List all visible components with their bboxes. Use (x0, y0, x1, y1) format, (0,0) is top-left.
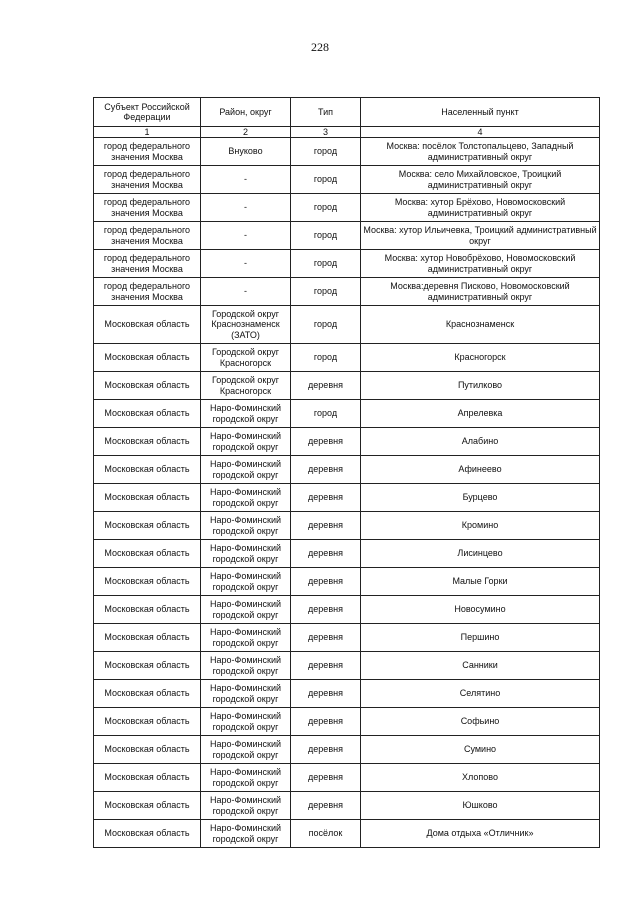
type-cell: деревня (291, 372, 361, 400)
district-cell: Наро-Фоминский городской округ (201, 792, 291, 820)
type-cell: город (291, 278, 361, 306)
table-row (94, 344, 600, 372)
header-cell: Тип (291, 98, 361, 127)
settlement-cell: Хлопово (361, 764, 600, 792)
type-cell: посёлок (291, 820, 361, 848)
settlement-cell: Дома отдыха «Отличник» (361, 820, 600, 848)
subject-cell: Московская область (94, 764, 201, 792)
settlement-cell: Селятино (361, 680, 600, 708)
settlement-cell: Лисинцево (361, 540, 600, 568)
subject-cell: Московская область (94, 484, 201, 512)
table-row (94, 680, 600, 708)
table-row (94, 624, 600, 652)
page-number: 228 (311, 40, 329, 54)
table-row (94, 568, 600, 596)
settlement-cell: Путилково (361, 372, 600, 400)
table-row (94, 138, 600, 166)
type-cell: город (291, 138, 361, 166)
district-cell: Наро-Фоминский городской округ (201, 652, 291, 680)
table-row (94, 540, 600, 568)
district-cell: Наро-Фоминский городской округ (201, 428, 291, 456)
settlement-cell: Першино (361, 624, 600, 652)
type-cell: деревня (291, 792, 361, 820)
district-cell: Наро-Фоминский городской округ (201, 736, 291, 764)
settlement-cell: Новосумино (361, 596, 600, 624)
column-number: 4 (361, 127, 600, 138)
table-row (94, 372, 600, 400)
table-body (94, 138, 600, 848)
district-cell: Наро-Фоминский городской округ (201, 708, 291, 736)
header-cell: Район, округ (201, 98, 291, 127)
type-cell: деревня (291, 540, 361, 568)
column-number: 3 (291, 127, 361, 138)
settlement-cell: Москва: хутор Ильичевка, Троицкий административный округ (361, 222, 600, 250)
table-row (94, 428, 600, 456)
district-cell: Наро-Фоминский городской округ (201, 540, 291, 568)
district-cell: Наро-Фоминский городской округ (201, 820, 291, 848)
subject-cell: Московская область (94, 512, 201, 540)
table-row (94, 764, 600, 792)
settlement-cell: Москва: посёлок Толстопальцево, Западный административный округ (361, 138, 600, 166)
type-cell: город (291, 222, 361, 250)
subject-cell: Московская область (94, 596, 201, 624)
subject-cell: Московская область (94, 400, 201, 428)
table-row (94, 512, 600, 540)
district-cell: Городской округ Красногорск (201, 344, 291, 372)
subject-cell: Московская область (94, 568, 201, 596)
subject-cell: Московская область (94, 708, 201, 736)
district-cell: Наро-Фоминский городской округ (201, 512, 291, 540)
settlement-cell: Бурцево (361, 484, 600, 512)
settlement-cell: Сумино (361, 736, 600, 764)
settlement-cell: Москва: хутор Новобрёхово, Новомосковский административный округ (361, 250, 600, 278)
settlement-cell: Малые Горки (361, 568, 600, 596)
subject-cell: Московская область (94, 540, 201, 568)
type-cell: город (291, 250, 361, 278)
settlement-cell: Алабино (361, 428, 600, 456)
subject-cell: Московская область (94, 372, 201, 400)
district-cell: Наро-Фоминский городской округ (201, 484, 291, 512)
subject-cell: город федерального значения Москва (94, 250, 201, 278)
table-row (94, 222, 600, 250)
settlement-cell: Кромино (361, 512, 600, 540)
type-cell: деревня (291, 596, 361, 624)
type-cell: деревня (291, 736, 361, 764)
subject-cell: город федерального значения Москва (94, 138, 201, 166)
table-row (94, 820, 600, 848)
district-cell: - (201, 166, 291, 194)
table-row (94, 736, 600, 764)
settlement-cell: Краснознаменск (361, 306, 600, 344)
table-row (94, 708, 600, 736)
district-cell: - (201, 250, 291, 278)
subject-cell: город федерального значения Москва (94, 222, 201, 250)
type-cell: деревня (291, 568, 361, 596)
settlement-cell: Софьино (361, 708, 600, 736)
district-cell: - (201, 222, 291, 250)
table-row (94, 194, 600, 222)
header-cell: Населенный пункт (361, 98, 600, 127)
settlement-cell: Москва: хутор Брёхово, Новомосковский административный округ (361, 194, 600, 222)
table-row (94, 596, 600, 624)
district-cell: Наро-Фоминский городской округ (201, 624, 291, 652)
subject-cell: Московская область (94, 306, 201, 344)
settlements-table (93, 97, 600, 848)
settlement-cell: Москва:деревня Писково, Новомосковский административный округ (361, 278, 600, 306)
type-cell: город (291, 194, 361, 222)
type-cell: деревня (291, 764, 361, 792)
settlement-cell: Апрелевка (361, 400, 600, 428)
settlement-cell: Москва: село Михайловское, Троицкий административный округ (361, 166, 600, 194)
table-row (94, 166, 600, 194)
subject-cell: Московская область (94, 820, 201, 848)
district-cell: Наро-Фоминский городской округ (201, 400, 291, 428)
table-row (94, 652, 600, 680)
subject-cell: Московская область (94, 428, 201, 456)
table-row (94, 250, 600, 278)
type-cell: город (291, 344, 361, 372)
table-row (94, 792, 600, 820)
header-row (94, 98, 600, 127)
district-cell: - (201, 278, 291, 306)
district-cell: Наро-Фоминский городской округ (201, 764, 291, 792)
subject-cell: Московская область (94, 652, 201, 680)
column-number: 1 (94, 127, 201, 138)
subject-cell: Московская область (94, 624, 201, 652)
type-cell: деревня (291, 680, 361, 708)
type-cell: деревня (291, 484, 361, 512)
district-cell: - (201, 194, 291, 222)
district-cell: Наро-Фоминский городской округ (201, 596, 291, 624)
type-cell: деревня (291, 624, 361, 652)
type-cell: деревня (291, 428, 361, 456)
subject-cell: Московская область (94, 456, 201, 484)
settlement-cell: Санники (361, 652, 600, 680)
type-cell: деревня (291, 456, 361, 484)
subject-cell: Московская область (94, 736, 201, 764)
subject-cell: город федерального значения Москва (94, 194, 201, 222)
district-cell: Городской округ Красногорск (201, 372, 291, 400)
table-row (94, 484, 600, 512)
subject-cell: Московская область (94, 792, 201, 820)
type-cell: деревня (291, 512, 361, 540)
district-cell: Внуково (201, 138, 291, 166)
district-cell: Наро-Фоминский городской округ (201, 568, 291, 596)
type-cell: деревня (291, 708, 361, 736)
type-cell: город (291, 166, 361, 194)
type-cell: город (291, 306, 361, 344)
district-cell: Наро-Фоминский городской округ (201, 680, 291, 708)
settlement-cell: Красногорск (361, 344, 600, 372)
subject-cell: город федерального значения Москва (94, 166, 201, 194)
settlement-cell: Юшково (361, 792, 600, 820)
district-cell: Наро-Фоминский городской округ (201, 456, 291, 484)
subject-cell: Московская область (94, 680, 201, 708)
table-row (94, 306, 600, 344)
subject-cell: город федерального значения Москва (94, 278, 201, 306)
table-row (94, 456, 600, 484)
subject-cell: Московская область (94, 344, 201, 372)
type-cell: деревня (291, 652, 361, 680)
column-number: 2 (201, 127, 291, 138)
district-cell: Городской округ Краснознаменск (ЗАТО) (201, 306, 291, 344)
type-cell: город (291, 400, 361, 428)
table-row (94, 278, 600, 306)
header-cell: Субъект Российской Федерации (94, 98, 201, 127)
column-number-row (94, 127, 600, 138)
settlement-cell: Афинеево (361, 456, 600, 484)
table-row (94, 400, 600, 428)
